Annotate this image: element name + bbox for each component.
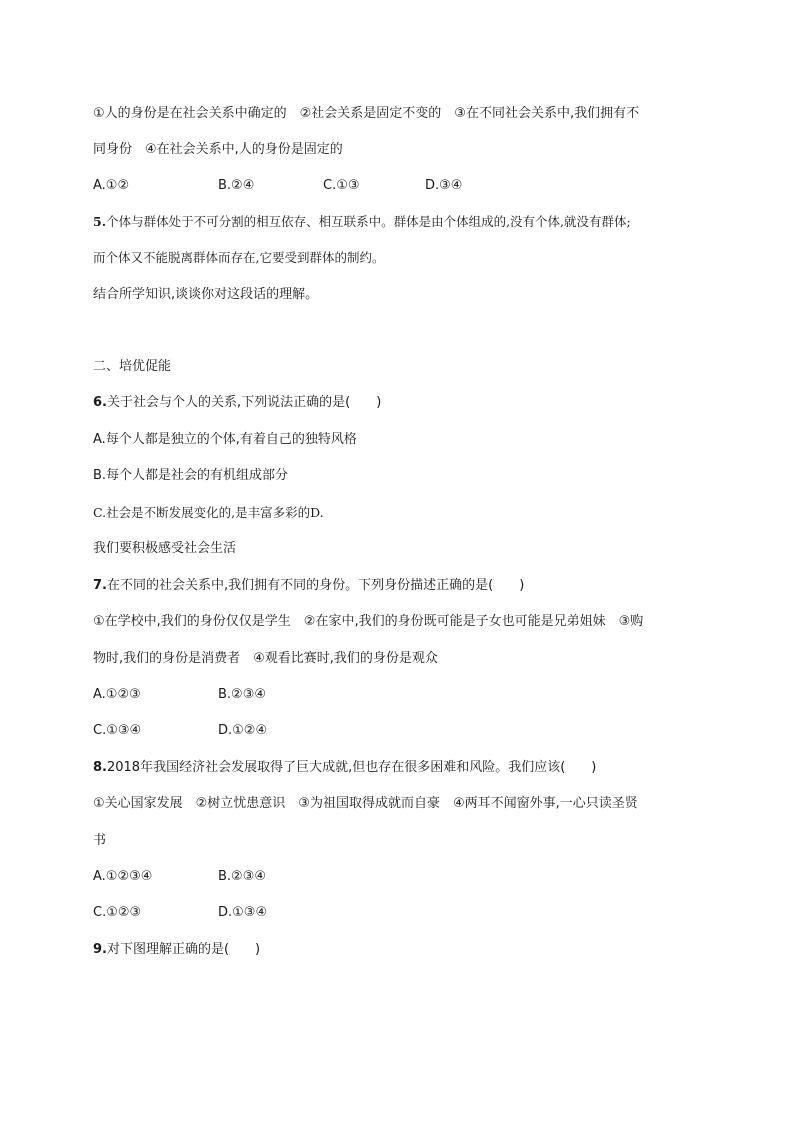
q4-statements-line1: ①人的身份是在社会关系中确定的 ②社会关系是固定不变的 ③在不同社会关系中,我们拥有不 <box>93 106 640 121</box>
q6-stem-line <box>93 394 381 412</box>
q8-option-b: B.②③④ <box>218 869 267 884</box>
q7-options-row2 <box>93 722 267 740</box>
q8-option-d: D.①③④ <box>218 905 268 920</box>
q4-options <box>93 177 462 195</box>
q8-options-row2 <box>93 904 267 922</box>
q8-stem-line <box>93 759 596 777</box>
q9-stem-line <box>93 941 260 959</box>
q7-statements-line1: ①在学校中,我们的身份仅仅是学生 ②在家中,我们的身份既可能是子女也可能是兄弟姐妹 ③购 <box>93 614 644 629</box>
q5-prompt: 结合所学知识,谈谈你对这段话的理解。 <box>93 287 319 302</box>
q6-option-c: C.社会是不断发展变化的,是丰富多彩的D. <box>93 505 324 520</box>
q8-option-c: C.①②③ <box>93 905 142 920</box>
q6-option-b: B.每个人都是社会的有机组成部分 <box>93 468 289 483</box>
q5-number: 5. <box>93 214 107 229</box>
q7-option-c: C.①③④ <box>93 723 142 738</box>
q5-passage-text1: 个体与群体处于不可分割的相互依存、相互联系中。群体是由个体组成的,没有个体,就没有群体; <box>106 214 631 229</box>
q7-statements-line2: 物时,我们的身份是消费者 ④观看比赛时,我们的身份是观众 <box>93 651 438 666</box>
q7-option-d: D.①②④ <box>218 723 268 738</box>
q8-number: 8. <box>93 760 107 775</box>
q9-stem: 对下图理解正确的是( ) <box>106 942 261 957</box>
q4-statements-line2: 同身份 ④在社会关系中,人的身份是固定的 <box>93 142 343 157</box>
q5-passage-line2: 而个体又不能脱离群体而存在,它要受到群体的制约。 <box>93 250 385 265</box>
q7-option-a: A.①②③ <box>93 687 141 702</box>
q8-stem: 2018年我国经济社会发展取得了巨大成就,但也存在很多困难和风险。我们应该( ) <box>106 760 597 775</box>
q4-option-a: A.①② <box>93 178 130 193</box>
q8-option-a: A.①②③④ <box>93 869 153 884</box>
q8-statements-line2: 书 <box>93 833 107 848</box>
q4-option-c: C.①③ <box>323 178 360 193</box>
q7-options-row1 <box>93 686 266 704</box>
q6-option-d: 我们要积极感受社会生活 <box>93 541 237 556</box>
q7-stem-line <box>93 577 524 595</box>
q5-passage-line1 <box>93 213 631 231</box>
q6-stem: 关于社会与个人的关系,下列说法正确的是( ) <box>106 395 382 410</box>
q6-number: 6. <box>93 395 107 410</box>
q4-option-d: D.③④ <box>425 178 463 193</box>
q7-stem: 在不同的社会关系中,我们拥有不同的身份。下列身份描述正确的是( ) <box>106 578 525 593</box>
q8-options-row1 <box>93 868 266 886</box>
q4-option-b: B.②④ <box>218 178 255 193</box>
q8-statements-line1: ①关心国家发展 ②树立忧患意识 ③为祖国取得成就而自豪 ④两耳不闻窗外事,一心只读圣贤 <box>93 796 638 811</box>
section-title: 二、培优促能 <box>93 359 172 374</box>
q6-option-a: A.每个人都是独立的个体,有着自己的独特风格 <box>93 432 357 447</box>
q7-option-b: B.②③④ <box>218 687 267 702</box>
q9-number: 9. <box>93 942 107 957</box>
q7-number: 7. <box>93 578 107 593</box>
